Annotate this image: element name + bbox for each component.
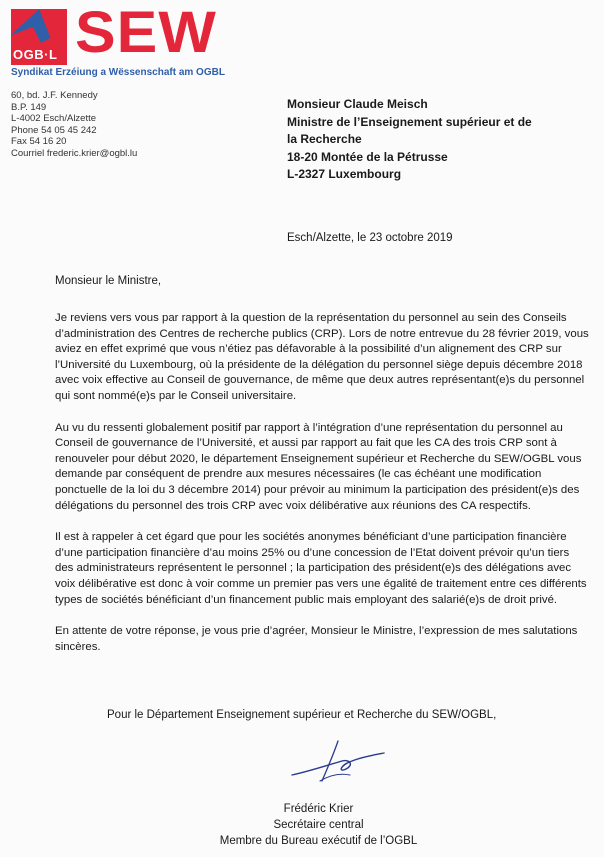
sender-line: L-4002 Esch/Alzette [11, 113, 97, 125]
ogbl-logo-text: OGB·L [13, 47, 58, 62]
letter-date: Esch/Alzette, le 23 octobre 2019 [287, 232, 453, 244]
sender-email-line: Courriel frederic.krier@ogbl.lu [11, 147, 138, 159]
sender-line: Fax 54 16 20 [11, 136, 67, 148]
body-paragraph: Il est à rappeler à cet égard que pour les sociétés anonymes bénéficiant d’une participation financière d’une participation financière d’au moins 25% ou d’une concession de l’Etat doivent prévoir qu’un tiers des administrateurs représentent le personnel ; la participation des président(e)s des délégations avec voix délibérative est donc à voir comme un premier pas vers une égalité de traitement entre ces différents types de sociétés bénéficiant d’un financement public mais employant des salarié(e)s de droit privé. [55, 531, 587, 606]
recipient-line: 18-20 Montée de la Pétrusse [287, 149, 448, 164]
sender-line: B.P. 149 [11, 101, 47, 113]
recipient-line: Ministre de l’Enseignement supérieur et de [287, 114, 532, 129]
body-paragraph: Au vu du ressenti globalement positif par rapport à l’intégration d’une représentation du personnel au Conseil de gouvernance de l’Université, et aussi par rapport au fait que les CA des trois CRP sont à renouveler pour début 2020, le département Enseignement supérieur et Recherche du SEW/OGBL vous demande par conséquent de prendre aux mesures nécessaires (le cas échéant une modification ponctuelle de la loi du 3 décembre 2014) pour prévoir au minimum la participation des président(e)s des délégations du personnel des trois CRP avec voix délibérative aux réunions des CA respectifs. [55, 421, 582, 512]
recipient-line: L-2327 Luxembourg [287, 167, 402, 181]
letter-body [55, 311, 590, 671]
closing-line: Pour le Département Enseignement supérieur et Recherche du SEW/OGBL, [107, 709, 497, 721]
signer-block [206, 802, 431, 849]
sender-line: Phone 54 05 45 242 [11, 124, 97, 136]
signer-title: Secrétaire central [273, 818, 364, 831]
salutation: Monsieur le Ministre, [55, 275, 162, 287]
signer-role: Membre du Bureau exécutif de l’OGBL [219, 834, 418, 847]
sew-ogbl-logo [11, 0, 251, 67]
body-paragraph: En attente de votre réponse, je vous prie d’agréer, Monsieur le Ministre, l’expression de mes salutations sincères. [55, 625, 578, 653]
sender-line: 60, bd. J.F. Kennedy [11, 90, 98, 101]
body-paragraph: Je reviens vers vous par rapport à la question de la représentation du personnel au sein des Conseils d’administration des Centres de recherche publics (CRP). Lors de notre entrevue du 28 février 2019, vous aviez en effet exprimé que vous n’étiez pas défavorable à la possibilité d’un alignement des CRP sur l’Université du Luxembourg, où la présidente de la délégation du personnel siège depuis décembre 2018 avec voix effective au Conseil de gouvernance, de même que deux autres représentant(e)s du personnel qui sont nommé(e)s par le Conseil universitaire. [55, 312, 589, 402]
recipient-line: Monsieur Claude Meisch [287, 97, 428, 111]
sender-address [11, 90, 137, 160]
signer-name: Frédéric Krier [283, 803, 354, 815]
recipient-line: la Recherche [287, 132, 362, 146]
sew-logo-text: SEW [75, 0, 217, 65]
recipient-address [287, 96, 532, 184]
handwritten-signature-icon [280, 735, 390, 790]
logo-tagline: Syndikat Erzéiung a Wëssenschaft am OGBL [11, 67, 225, 78]
